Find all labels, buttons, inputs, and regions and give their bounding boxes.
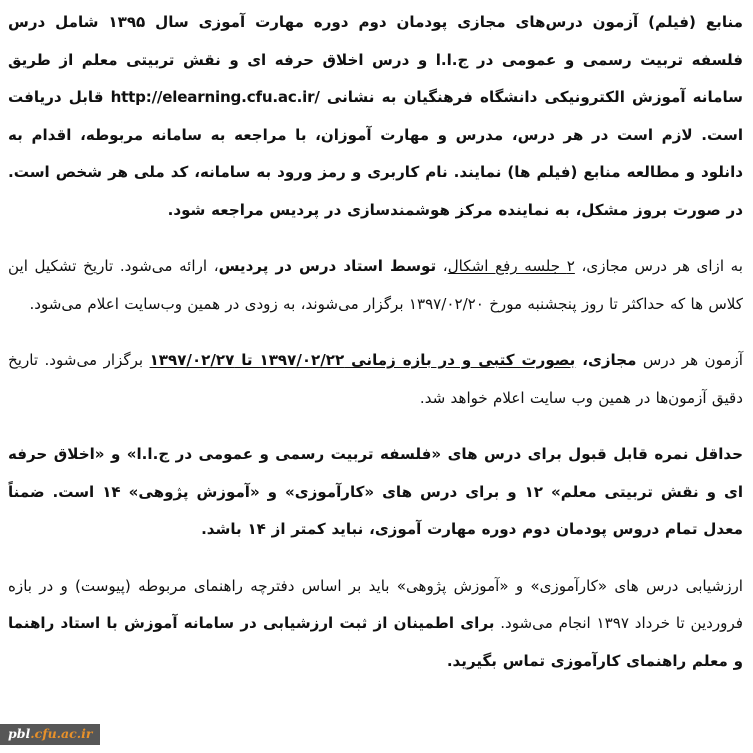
site-watermark: [0, 724, 100, 745]
paragraph-3-part-1: آزمون هر درس: [636, 351, 743, 369]
elearning-url[interactable]: http://elearning.cfu.ac.ir/: [110, 88, 320, 106]
paragraph-5-part-1: ارزشیابی درس های «کارآموزی» و «آموزش پژوهی» باید بر اساس دفترچه راهنمای مربوطه (پیوست) و در بازه فروردین تا خرداد ۱۳۹۷ انجام می‌شود.: [8, 576, 743, 632]
paragraph-2-part-2: ،: [436, 257, 448, 275]
paragraph-2-bold-instructor: توسط استاد درس در پردیس: [218, 257, 437, 275]
watermark-suffix: .cfu.ac.ir: [30, 726, 93, 741]
paragraph-3-bold-virtual: مجازی،: [575, 351, 637, 369]
paragraph-resources-intro: [8, 4, 743, 229]
paragraph-1-part-1: منابع (فیلم) آزمون درس‌های مجازی پودمان دوم دوره مهارت آموزی سال ۱۳۹۵ شامل درس فلسفه تربیت رسمی و عمومی در ج.ا.ا و درس اخلاق حرفه ای و نقش تربیتی معلم از طریق سامانه آموزش الکترونیکی دانشگاه فرهنگیان به نشانی: [8, 13, 743, 106]
paragraph-exam-window: [8, 342, 743, 417]
watermark-prefix: pbl: [8, 726, 31, 741]
paragraph-2-part-3: ، ارائه می‌شود. تاریخ تشکیل این کلاس ها که حداکثر تا روز پنجشنبه مورخ ۱۳۹۷/۰۲/۲۰ برگزار می‌شوند، به زودی در همین وب‌سایت اعلام می‌شود.: [8, 257, 743, 313]
paragraph-1-part-2: قابل دریافت است. لازم است در هر درس، مدرس و مهارت آموزان، با مراجعه به سامانه مربوطه، اقدام به دانلود و مطالعه منابع (فیلم ها) نمایند. نام کاربری و رمز ورود به سامانه، کد ملی هر شخص است. در صورت بروز مشکل، به نماینده مرکز هوشمندسازی در پردیس مراجعه شود.: [8, 88, 743, 219]
paragraph-sessions: [8, 248, 743, 323]
paragraph-2-underlined-sessions: ۲ جلسه رفع اشکال: [447, 257, 575, 275]
paragraph-5-bold-contact: برای اطمینان از ثبت ارزشیابی در سامانه آموزش با استاد راهنما و معلم راهنمای کارآموزی تماس بگیرید.: [8, 614, 743, 670]
paragraph-minimum-grades: حداقل نمره قابل قبول برای درس های «فلسفه تربیت رسمی و عمومی در ج.ا.ا» و «اخلاق حرفه ای و نقش تربیتی معلم» ۱۲ و برای درس های «کارآموزی» و «آموزش پژوهی» ۱۴ است. ضمناً معدل تمام دروس پودمان دوم دوره مهارت آموزی، نباید کمتر از ۱۴ باشد.: [8, 445, 743, 538]
paragraph-evaluation: [8, 568, 743, 681]
paragraph-3-part-2: برگزار می‌شود. تاریخ دقیق آزمون‌ها در همین وب سایت اعلام خواهد شد.: [8, 351, 743, 407]
paragraph-3-exam-date-range: بصورت کتبی و در بازه زمانی ۱۳۹۷/۰۲/۲۲ تا ۱۳۹۷/۰۲/۲۷: [149, 351, 576, 369]
paragraph-2-part-1: به ازای هر درس مجازی،: [574, 257, 743, 275]
